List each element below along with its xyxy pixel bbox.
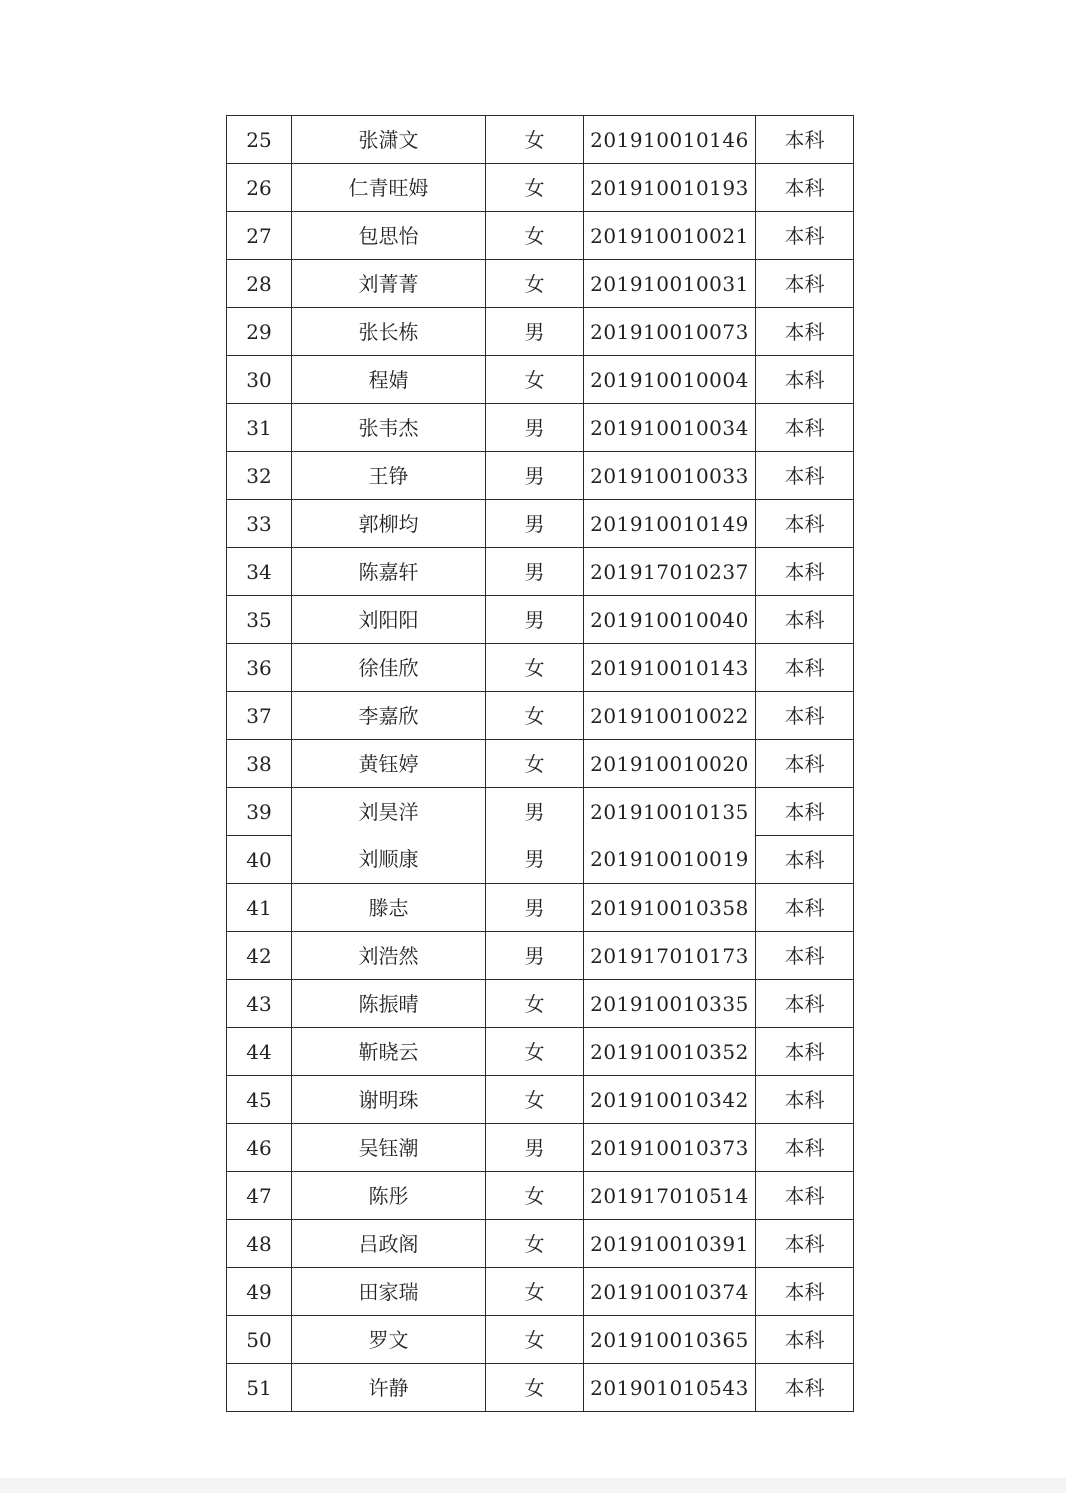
student-name-cell: 包思怡 <box>292 212 486 260</box>
gender-cell: 男 <box>486 788 584 836</box>
row-number-cell: 26 <box>227 164 292 212</box>
student-name-cell: 吕政阁 <box>292 1220 486 1268</box>
student-name-cell: 陈彤 <box>292 1172 486 1220</box>
table-row <box>227 932 854 980</box>
student-name-cell: 张潇文 <box>292 116 486 164</box>
degree-level-cell: 本科 <box>756 1172 854 1220</box>
gender-cell: 男 <box>486 836 584 884</box>
degree-level-cell: 本科 <box>756 1076 854 1124</box>
degree-level-cell: 本科 <box>756 596 854 644</box>
table-row <box>227 692 854 740</box>
row-number-cell: 29 <box>227 308 292 356</box>
row-number-cell: 44 <box>227 1028 292 1076</box>
student-id-cell: 201910010342 <box>584 1076 756 1124</box>
student-id-cell: 201910010335 <box>584 980 756 1028</box>
row-number-cell: 46 <box>227 1124 292 1172</box>
student-name-cell: 刘菁菁 <box>292 260 486 308</box>
student-id-cell: 201910010365 <box>584 1316 756 1364</box>
student-name-cell: 谢明珠 <box>292 1076 486 1124</box>
table-row <box>227 308 854 356</box>
student-id-cell: 201917010514 <box>584 1172 756 1220</box>
table-row <box>227 404 854 452</box>
table-row <box>227 356 854 404</box>
gender-cell: 男 <box>486 500 584 548</box>
row-number-cell: 38 <box>227 740 292 788</box>
degree-level-cell: 本科 <box>756 740 854 788</box>
student-name-cell: 黄钰婷 <box>292 740 486 788</box>
gender-cell: 女 <box>486 356 584 404</box>
page-bottom-edge <box>0 1478 1066 1493</box>
table-row <box>227 740 854 788</box>
student-roster-table <box>226 115 854 1412</box>
student-id-cell: 201910010358 <box>584 884 756 932</box>
student-name-cell: 吴钰潮 <box>292 1124 486 1172</box>
student-id-cell: 201910010021 <box>584 212 756 260</box>
degree-level-cell: 本科 <box>756 116 854 164</box>
gender-cell: 女 <box>486 692 584 740</box>
table-row <box>227 884 854 932</box>
student-id-cell: 201910010146 <box>584 116 756 164</box>
degree-level-cell: 本科 <box>756 1220 854 1268</box>
student-name-cell: 程婧 <box>292 356 486 404</box>
gender-cell: 女 <box>486 740 584 788</box>
student-id-cell: 201917010237 <box>584 548 756 596</box>
row-number-cell: 39 <box>227 788 292 836</box>
student-id-cell: 201910010022 <box>584 692 756 740</box>
row-number-cell: 49 <box>227 1268 292 1316</box>
degree-level-cell: 本科 <box>756 1124 854 1172</box>
gender-cell: 男 <box>486 884 584 932</box>
student-id-cell: 201917010173 <box>584 932 756 980</box>
row-number-cell: 43 <box>227 980 292 1028</box>
gender-cell: 女 <box>486 1364 584 1412</box>
table-row <box>227 548 854 596</box>
row-number-cell: 34 <box>227 548 292 596</box>
degree-level-cell: 本科 <box>756 356 854 404</box>
degree-level-cell: 本科 <box>756 212 854 260</box>
degree-level-cell: 本科 <box>756 1268 854 1316</box>
student-name-cell: 靳晓云 <box>292 1028 486 1076</box>
degree-level-cell: 本科 <box>756 164 854 212</box>
table-row <box>227 1364 854 1412</box>
table-row <box>227 212 854 260</box>
row-number-cell: 47 <box>227 1172 292 1220</box>
row-number-cell: 35 <box>227 596 292 644</box>
gender-cell: 女 <box>486 1172 584 1220</box>
table-row <box>227 116 854 164</box>
gender-cell: 女 <box>486 260 584 308</box>
student-id-cell: 201910010149 <box>584 500 756 548</box>
student-name-cell: 张长栋 <box>292 308 486 356</box>
table-row <box>227 1172 854 1220</box>
degree-level-cell: 本科 <box>756 836 854 884</box>
table-row <box>227 260 854 308</box>
student-id-cell: 201910010193 <box>584 164 756 212</box>
student-id-cell: 201910010391 <box>584 1220 756 1268</box>
table-row <box>227 644 854 692</box>
row-number-cell: 36 <box>227 644 292 692</box>
degree-level-cell: 本科 <box>756 452 854 500</box>
student-name-cell: 张韦杰 <box>292 404 486 452</box>
table-row <box>227 788 854 836</box>
gender-cell: 男 <box>486 932 584 980</box>
row-number-cell: 40 <box>227 836 292 884</box>
table-row <box>227 452 854 500</box>
table-row <box>227 980 854 1028</box>
degree-level-cell: 本科 <box>756 308 854 356</box>
row-number-cell: 32 <box>227 452 292 500</box>
student-id-cell: 201910010040 <box>584 596 756 644</box>
table-row <box>227 1076 854 1124</box>
gender-cell: 男 <box>486 1124 584 1172</box>
table-row <box>227 596 854 644</box>
row-number-cell: 51 <box>227 1364 292 1412</box>
student-name-cell: 仁青旺姆 <box>292 164 486 212</box>
degree-level-cell: 本科 <box>756 932 854 980</box>
row-number-cell: 37 <box>227 692 292 740</box>
row-number-cell: 50 <box>227 1316 292 1364</box>
student-name-cell: 刘阳阳 <box>292 596 486 644</box>
student-id-cell: 201910010034 <box>584 404 756 452</box>
student-name-cell: 滕志 <box>292 884 486 932</box>
row-number-cell: 31 <box>227 404 292 452</box>
student-id-cell: 201910010004 <box>584 356 756 404</box>
table-row <box>227 1316 854 1364</box>
student-name-cell: 刘顺康 <box>292 836 486 884</box>
degree-level-cell: 本科 <box>756 788 854 836</box>
degree-level-cell: 本科 <box>756 1364 854 1412</box>
student-name-cell: 陈嘉轩 <box>292 548 486 596</box>
degree-level-cell: 本科 <box>756 500 854 548</box>
student-id-cell: 201910010135 <box>584 788 756 836</box>
row-number-cell: 41 <box>227 884 292 932</box>
student-name-cell: 李嘉欣 <box>292 692 486 740</box>
student-name-cell: 郭柳均 <box>292 500 486 548</box>
student-id-cell: 201910010033 <box>584 452 756 500</box>
roster-body <box>227 116 854 1412</box>
row-number-cell: 45 <box>227 1076 292 1124</box>
degree-level-cell: 本科 <box>756 1316 854 1364</box>
gender-cell: 男 <box>486 596 584 644</box>
student-name-cell: 徐佳欣 <box>292 644 486 692</box>
table-row <box>227 836 854 884</box>
row-number-cell: 33 <box>227 500 292 548</box>
student-id-cell: 201910010352 <box>584 1028 756 1076</box>
student-id-cell: 201910010373 <box>584 1124 756 1172</box>
gender-cell: 男 <box>486 548 584 596</box>
student-name-cell: 刘浩然 <box>292 932 486 980</box>
table-row <box>227 164 854 212</box>
gender-cell: 女 <box>486 1268 584 1316</box>
gender-cell: 女 <box>486 1220 584 1268</box>
gender-cell: 女 <box>486 116 584 164</box>
row-number-cell: 30 <box>227 356 292 404</box>
gender-cell: 女 <box>486 1316 584 1364</box>
student-id-cell: 201910010073 <box>584 308 756 356</box>
student-id-cell: 201901010543 <box>584 1364 756 1412</box>
student-name-cell: 王铮 <box>292 452 486 500</box>
degree-level-cell: 本科 <box>756 644 854 692</box>
degree-level-cell: 本科 <box>756 404 854 452</box>
degree-level-cell: 本科 <box>756 884 854 932</box>
row-number-cell: 27 <box>227 212 292 260</box>
degree-level-cell: 本科 <box>756 548 854 596</box>
row-number-cell: 48 <box>227 1220 292 1268</box>
table-row <box>227 1220 854 1268</box>
gender-cell: 女 <box>486 980 584 1028</box>
gender-cell: 女 <box>486 1028 584 1076</box>
table-row <box>227 500 854 548</box>
degree-level-cell: 本科 <box>756 1028 854 1076</box>
gender-cell: 女 <box>486 212 584 260</box>
table-row <box>227 1028 854 1076</box>
gender-cell: 男 <box>486 308 584 356</box>
gender-cell: 女 <box>486 164 584 212</box>
degree-level-cell: 本科 <box>756 260 854 308</box>
gender-cell: 男 <box>486 452 584 500</box>
student-id-cell: 201910010020 <box>584 740 756 788</box>
student-id-cell: 201910010031 <box>584 260 756 308</box>
student-id-cell: 201910010374 <box>584 1268 756 1316</box>
row-number-cell: 42 <box>227 932 292 980</box>
student-id-cell: 201910010019 <box>584 836 756 884</box>
gender-cell: 女 <box>486 1076 584 1124</box>
table-row <box>227 1124 854 1172</box>
row-number-cell: 25 <box>227 116 292 164</box>
student-name-cell: 田家瑞 <box>292 1268 486 1316</box>
student-name-cell: 罗文 <box>292 1316 486 1364</box>
degree-level-cell: 本科 <box>756 692 854 740</box>
gender-cell: 男 <box>486 404 584 452</box>
table-row <box>227 1268 854 1316</box>
degree-level-cell: 本科 <box>756 980 854 1028</box>
student-name-cell: 陈振晴 <box>292 980 486 1028</box>
student-id-cell: 201910010143 <box>584 644 756 692</box>
student-name-cell: 许静 <box>292 1364 486 1412</box>
student-name-cell: 刘昊洋 <box>292 788 486 836</box>
row-number-cell: 28 <box>227 260 292 308</box>
gender-cell: 女 <box>486 644 584 692</box>
